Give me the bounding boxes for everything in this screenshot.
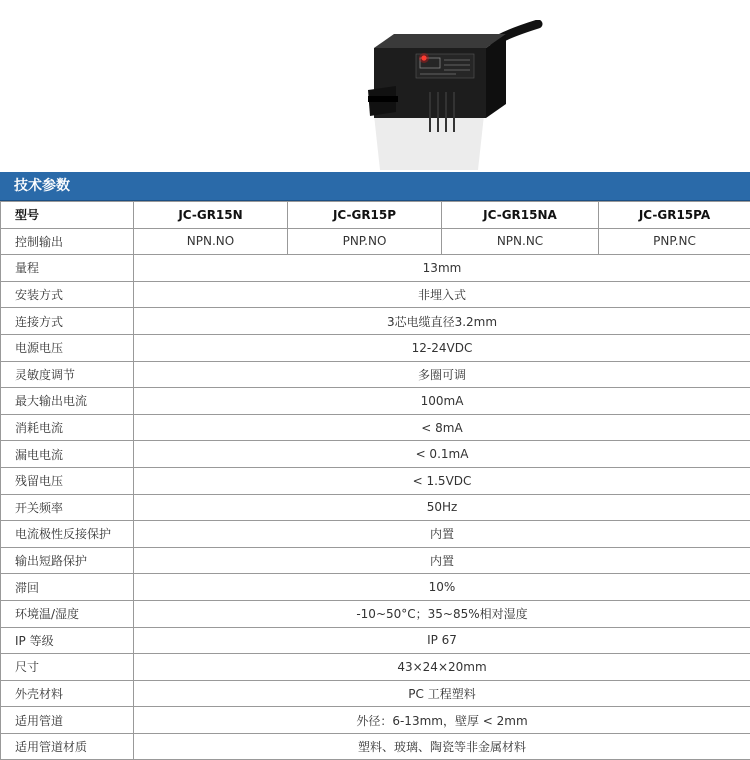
row-label: 残留电压 [1,467,134,494]
spec-row [1,574,750,601]
row-label: 电流极性反接保护 [1,521,134,548]
row-value: IP 67 [134,627,750,654]
spec-row [1,627,750,654]
row-label: 灵敏度调节 [1,361,134,388]
row-label: 输出短路保护 [1,547,134,574]
row-value: 内置 [134,521,750,548]
model-name: JC-GR15N [134,202,288,229]
row-value: PC 工程塑料 [134,680,750,707]
row-label: 量程 [1,255,134,282]
model-name: JC-GR15PA [599,202,750,229]
product-photo [0,0,750,170]
row-label: 适用管道材质 [1,733,134,760]
spec-row [1,441,750,468]
section-title: 技术参数 [0,172,750,201]
spec-row [1,467,750,494]
row-value: 内置 [134,547,750,574]
spec-row [1,547,750,574]
row-value: 13mm [134,255,750,282]
row-label: 尺寸 [1,654,134,681]
model-name: JC-GR15NA [442,202,599,229]
row-label: 消耗电流 [1,414,134,441]
led-icon [421,55,426,60]
row-value: 3芯电缆直径3.2mm [134,308,750,335]
row-value: 43×24×20mm [134,654,750,681]
spec-row [1,361,750,388]
output-value: NPN.NO [134,228,288,255]
row-value: 10% [134,574,750,601]
spec-row [1,680,750,707]
row-label: IP 等级 [1,627,134,654]
model-header-row [1,202,750,229]
spec-row [1,388,750,415]
spec-row [1,281,750,308]
row-value: 多圈可调 [134,361,750,388]
spec-row [1,334,750,361]
row-value: < 8mA [134,414,750,441]
spec-row [1,308,750,335]
output-value: PNP.NO [288,228,442,255]
row-value: 外径：6-13mm，壁厚 < 2mm [134,707,750,734]
row-label: 连接方式 [1,308,134,335]
spec-row [1,600,750,627]
row-label: 控制输出 [1,228,134,255]
row-value: 12-24VDC [134,334,750,361]
model-label: 型号 [1,202,134,229]
spec-row [1,255,750,282]
spec-row [1,654,750,681]
row-value: < 1.5VDC [134,467,750,494]
control-output-row [1,228,750,255]
row-value: 100mA [134,388,750,415]
row-label: 开关频率 [1,494,134,521]
spec-row [1,494,750,521]
row-label: 安装方式 [1,281,134,308]
row-value: 塑料、玻璃、陶瓷等非金属材料 [134,733,750,760]
model-name: JC-GR15P [288,202,442,229]
spec-row [1,707,750,734]
spec-table-container [0,172,750,760]
spec-row [1,733,750,760]
row-value: -10~50°C；35~85%相对湿度 [134,600,750,627]
output-value: PNP.NC [599,228,750,255]
row-value: < 0.1mA [134,441,750,468]
spec-table [0,201,750,760]
row-value: 非埋入式 [134,281,750,308]
row-value: 50Hz [134,494,750,521]
row-label: 漏电电流 [1,441,134,468]
row-label: 滞回 [1,574,134,601]
row-label: 外壳材料 [1,680,134,707]
output-value: NPN.NC [442,228,599,255]
row-label: 环境温/湿度 [1,600,134,627]
row-label: 适用管道 [1,707,134,734]
spec-row [1,414,750,441]
row-label: 最大输出电流 [1,388,134,415]
sensor-image [366,20,546,170]
row-label: 电源电压 [1,334,134,361]
spec-row [1,521,750,548]
